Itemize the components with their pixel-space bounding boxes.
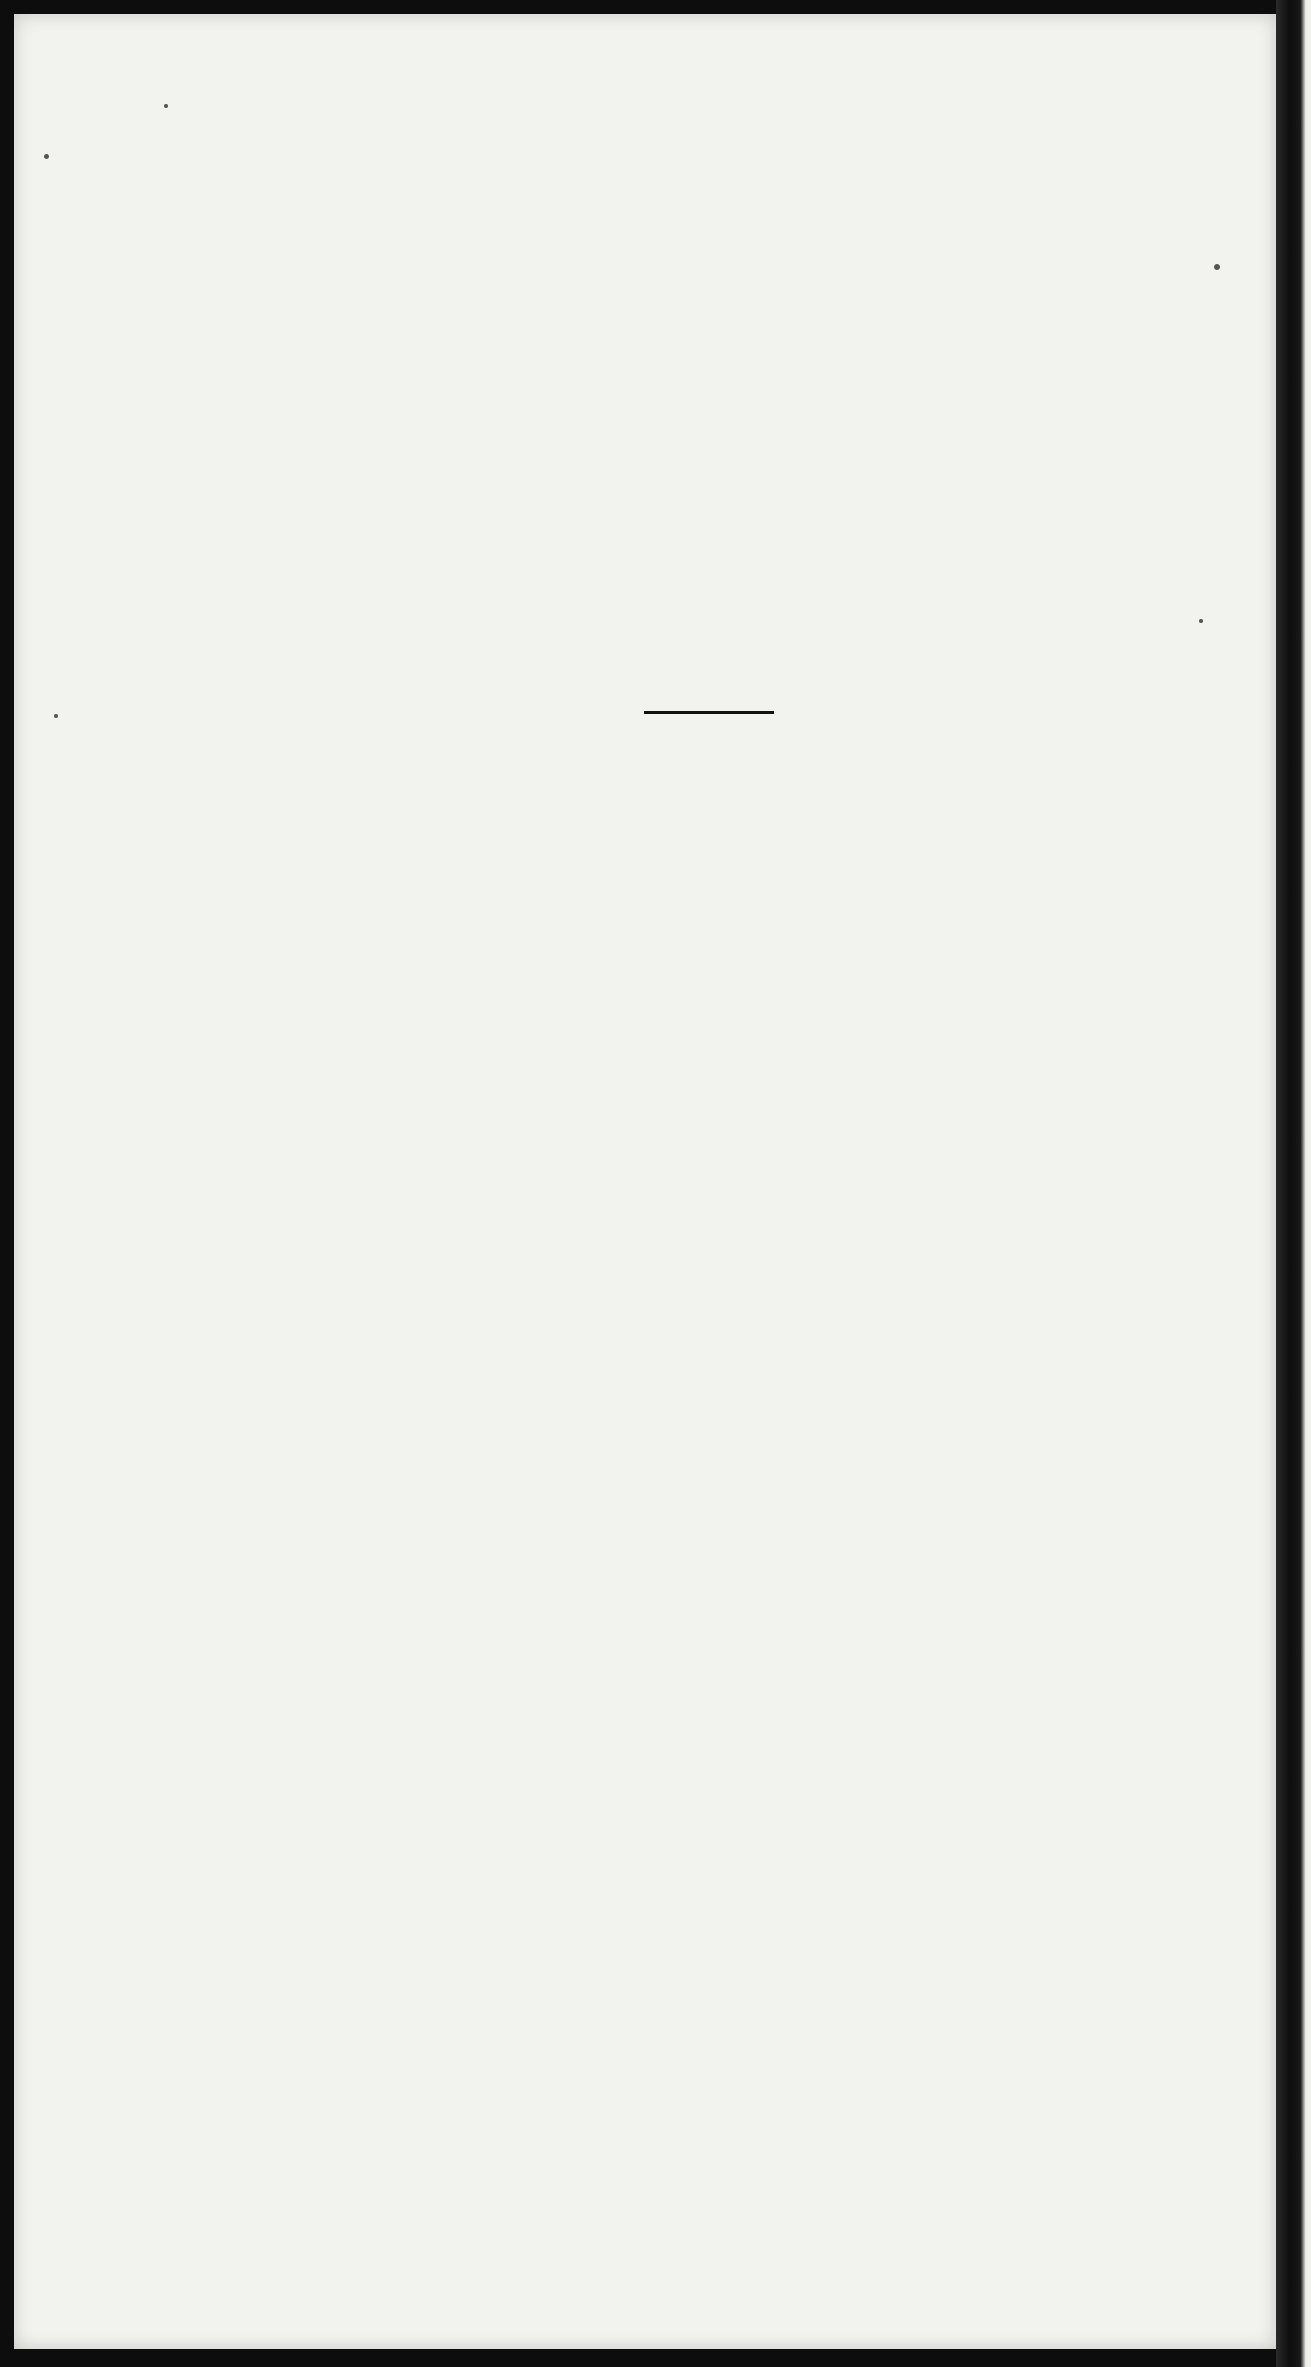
paper-speck <box>44 154 49 159</box>
paper-speck <box>164 104 168 108</box>
paper-speck <box>54 714 58 718</box>
book-page <box>14 14 1276 2349</box>
page-edge <box>1276 0 1311 2367</box>
paper-speck <box>1199 619 1203 623</box>
paper-speck <box>1214 264 1220 270</box>
title-rule <box>644 711 774 714</box>
